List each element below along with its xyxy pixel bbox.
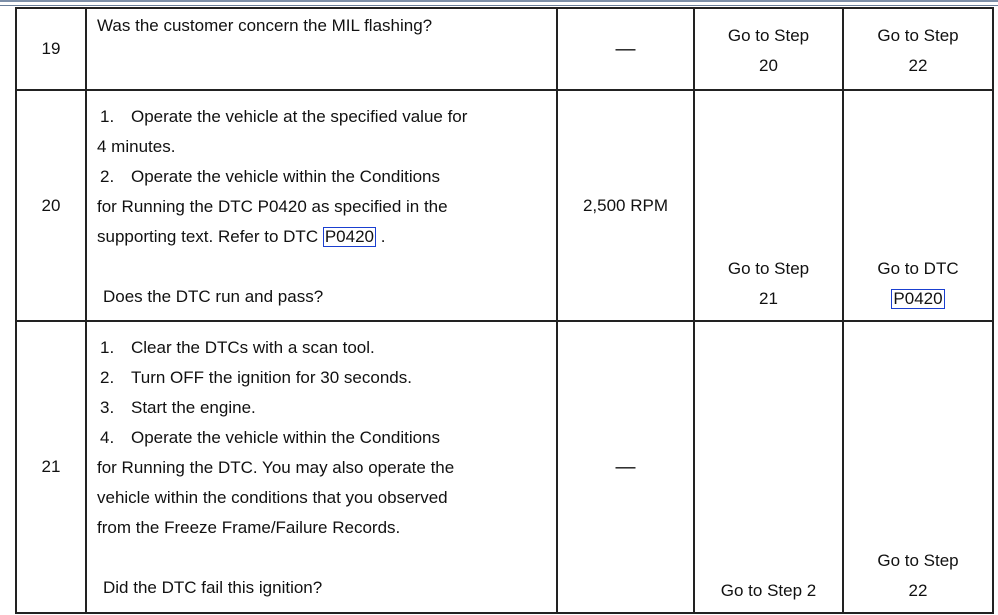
yes-action-line: Go to Step [727,26,810,45]
yes-action-line: Go to Step 2 [720,581,817,600]
action-line: 1. Clear the DTCs with a scan tool. [100,338,375,357]
no-action-line: Go to DTC [877,259,959,278]
blank-line [97,252,556,282]
action-line: vehicle within the conditions that you observed [97,488,448,507]
action-line: 2. Turn OFF the ignition for 30 seconds. [100,368,412,387]
table-row-step-19 [16,8,993,90]
no-cell [843,8,993,90]
specified-value: 2,500 RPM [582,195,669,215]
step-question: Did the DTC fail this ignition? [103,578,323,597]
action-cell [86,90,557,321]
no-cell [843,321,993,613]
yes-cell [694,90,843,321]
yes-action-line: Go to Step [727,259,810,278]
yes-cell [694,321,843,613]
value-cell [557,8,694,90]
action-line: 1. Operate the vehicle at the specified value for [100,107,468,126]
step-question: Was the customer concern the MIL flashing? [97,16,433,35]
action-line: 2. Operate the vehicle within the Conditions [100,167,441,186]
step-question: Does the DTC run and pass? [103,287,324,306]
action-line: supporting text. Refer to DTC P0420 . [97,227,386,246]
value-cell [557,90,694,321]
value-cell [557,321,694,613]
value-dash: — [615,455,636,478]
step-number: 20 [16,90,86,321]
action-cell [86,8,557,90]
no-action-link-wrap [844,284,992,314]
no-cell [843,90,993,321]
value-dash: — [615,37,636,60]
action-line: from the Freeze Frame/Failure Records. [97,518,401,537]
action-line: 4. Operate the vehicle within the Conditions [100,428,441,447]
blank-line [97,543,556,573]
diagnostic-step-table [15,7,994,614]
yes-action-step: 20 [759,56,778,75]
action-cell [86,321,557,613]
action-line: 4 minutes. [97,137,176,156]
yes-cell [694,8,843,90]
action-line: 3. Start the engine. [100,398,256,417]
no-action-step: 22 [908,581,928,600]
action-line: for Running the DTC P0420 as specified in the [97,197,448,216]
action-line: for Running the DTC. You may also operate the [97,458,455,477]
table-row-step-20 [16,90,993,321]
step-number: 21 [16,321,86,613]
dtc-p0420-link[interactable]: P0420 [324,227,374,246]
no-action-line: Go to Step [877,26,959,45]
step-number: 19 [16,8,86,90]
table-row-step-21 [16,321,993,613]
yes-action-step: 21 [759,289,778,308]
no-action-line: Go to Step [877,551,959,570]
dtc-p0420-link[interactable]: P0420 [893,289,943,308]
no-action-step: 22 [908,56,928,75]
window-top-border [0,0,998,6]
